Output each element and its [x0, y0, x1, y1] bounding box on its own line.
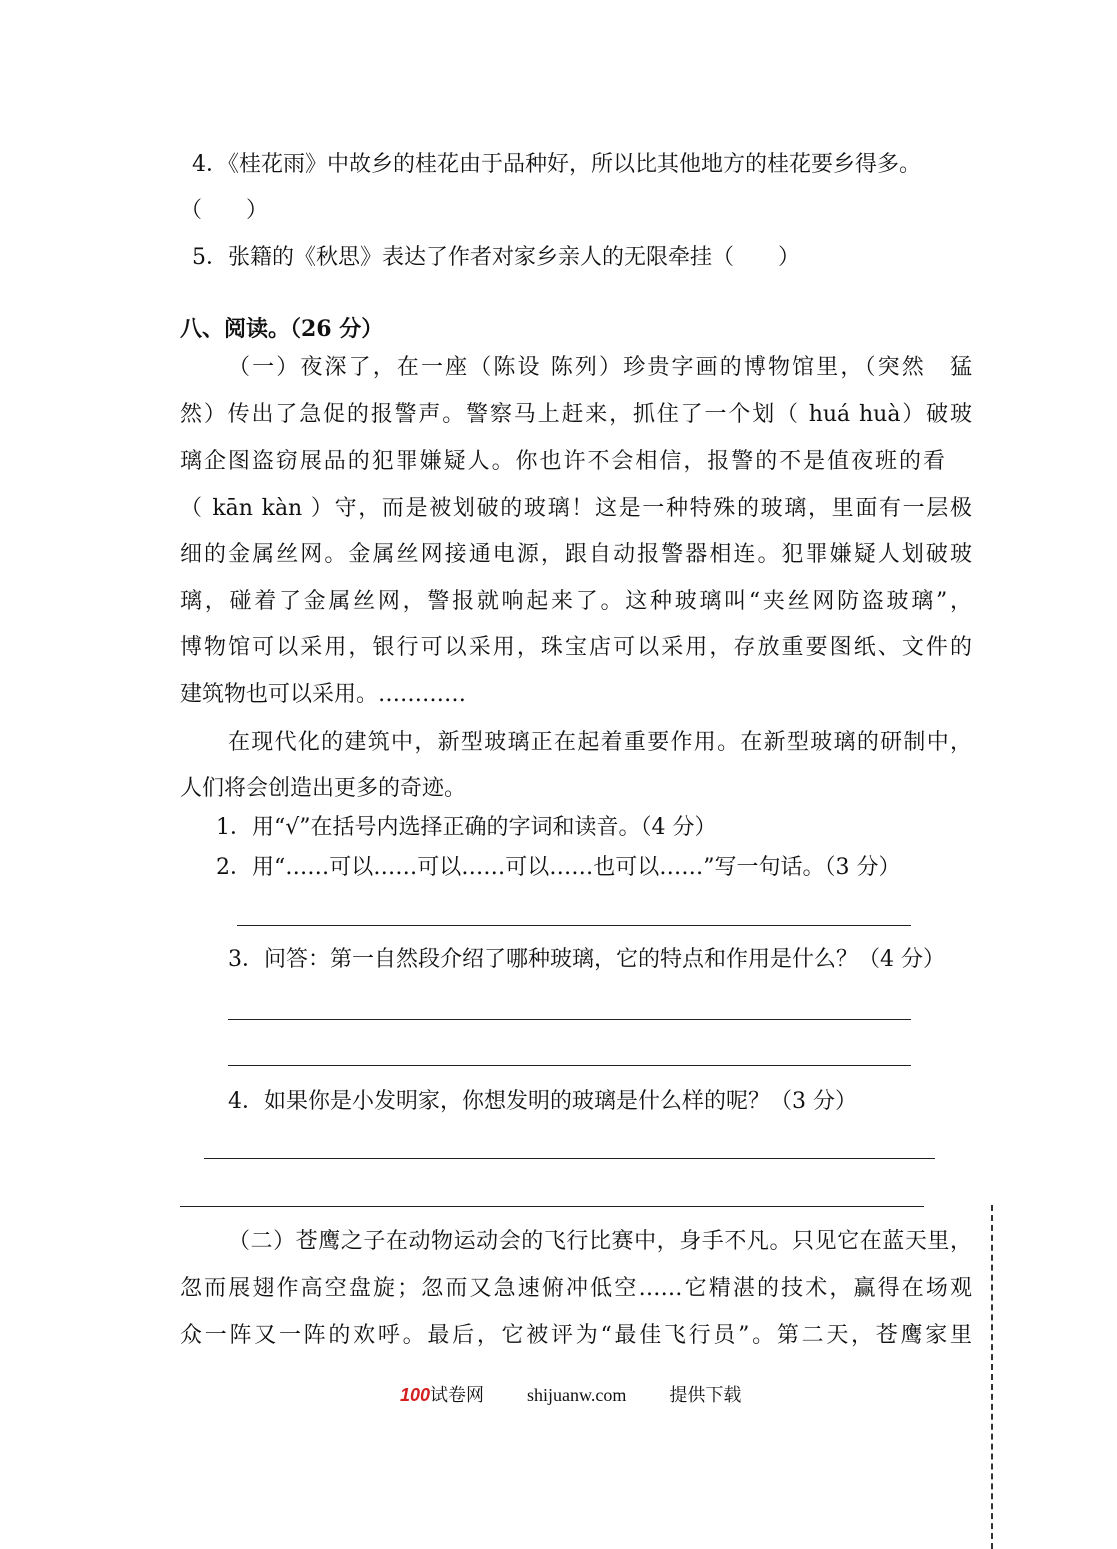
answer-line-q4-1[interactable] [204, 1158, 935, 1159]
item-5: 5．张籍的《秋思》表达了作者对家乡亲人的无限牵挂（ ） [192, 245, 800, 270]
item-4-answer-bracket: （ ） [180, 198, 269, 223]
passage-2-line: 忽而展翅作高空盘旋；忽而又急速俯冲低空……它精湛的技术，赢得在场观 [180, 1276, 972, 1301]
passage-1-line: 博物馆可以采用，银行可以采用，珠宝店可以采用，存放重要图纸、文件的 [180, 635, 972, 660]
question-3: 3．问答：第一自然段介绍了哪种玻璃，它的特点和作用是什么？（4 分） [228, 947, 945, 972]
question-1: 1．用“√”在括号内选择正确的字词和读音。（4 分） [216, 815, 717, 840]
passage-2-line: 众一阵又一阵的欢呼。最后，它被评为“最佳飞行员”。第二天，苍鹰家里 [180, 1323, 972, 1348]
site-logo-text: 试卷网 [430, 1385, 485, 1405]
question-4: 4．如果你是小发明家，你想发明的玻璃是什么样的呢？（3 分） [228, 1089, 857, 1114]
site-url[interactable]: shijuanw.com [527, 1385, 627, 1405]
page-footer [400, 1382, 741, 1408]
question-2: 2．用“……可以……可以……可以……也可以……”写一句话。（3 分） [216, 855, 901, 880]
item-4-line-1: 4．《桂花雨》中故乡的桂花由于品种好，所以比其他地方的桂花要乡得多。 [192, 152, 921, 177]
passage-1-line: 璃，碰着了金属丝网，警报就响起来了。这种玻璃叫“夹丝网防盗玻璃”， [180, 589, 972, 614]
answer-line-q3-2[interactable] [228, 1065, 911, 1066]
passage-1-line: 然）传出了急促的报警声。警察马上赶来，抓住了一个划（ huá huà）破玻 [180, 402, 972, 427]
passage-1-line: （ kān kàn ）守，而是被划破的玻璃！这是一种特殊的玻璃，里面有一层极 [180, 496, 972, 521]
site-logo-number: 100 [400, 1385, 431, 1405]
passage-1-line: （一）夜深了，在一座（陈设 陈列）珍贵字画的博物馆里，（突然 猛 [228, 355, 972, 380]
answer-line-q3-1[interactable] [228, 1019, 911, 1020]
passage-1-line: 璃企图盗窃展品的犯罪嫌疑人。你也许不会相信，报警的不是值夜班的看 [180, 449, 945, 474]
passage-1-paragraph-2-line: 在现代化的建筑中，新型玻璃正在起着重要作用。在新型玻璃的研制中， [228, 730, 972, 755]
passage-2-line: （二）苍鹰之子在动物运动会的飞行比赛中，身手不凡。只见它在蓝天里， [228, 1229, 972, 1254]
passage-1-line: 建筑物也可以采用。………… [180, 682, 467, 707]
answer-line-q2[interactable] [237, 925, 911, 926]
passage-1-paragraph-2-line: 人们将会创造出更多的奇迹。 [180, 776, 467, 801]
footer-note: 提供下载 [669, 1385, 742, 1405]
passage-1-line: 细的金属丝网。金属丝网接通电源，跟自动报警器相连。犯罪嫌疑人划破玻 [180, 542, 972, 567]
answer-line-q4-2[interactable] [180, 1206, 924, 1207]
binding-margin-dashed-line [991, 1205, 993, 1549]
section-heading-reading: 八、阅读。（26 分） [180, 316, 384, 342]
